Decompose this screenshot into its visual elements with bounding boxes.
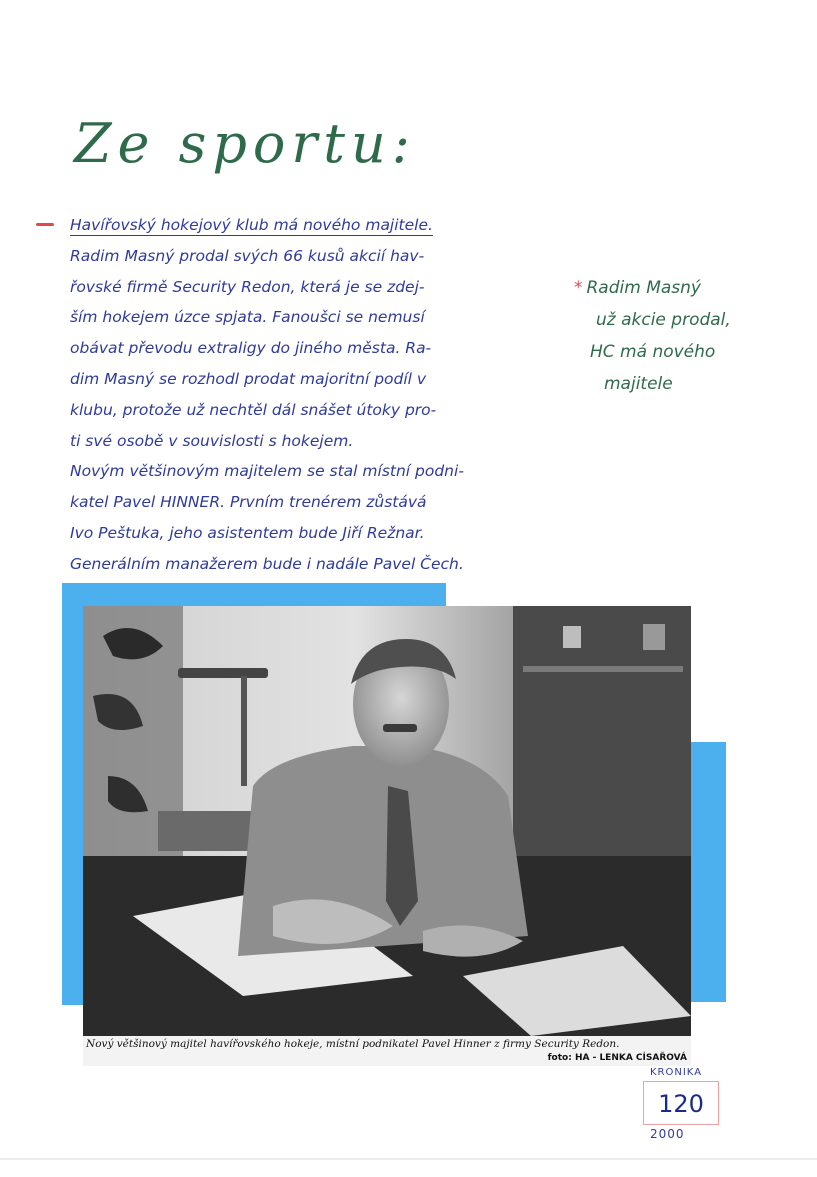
- handwritten-article: [70, 210, 570, 580]
- photo-caption: Nový většinový majitel havířovského hokeje, místní podnikatel Pavel Hinner z firmy Security Redon.: [86, 1038, 620, 1050]
- side-note-line: už akcie prodal,: [596, 310, 731, 330]
- page-number: 120: [643, 1081, 719, 1125]
- asterisk-icon: *: [574, 278, 583, 298]
- article-line: Havířovský hokejový klub má nového majitele.: [70, 216, 433, 234]
- page-edge: [0, 1158, 817, 1160]
- side-note-line: majitele: [604, 374, 673, 394]
- article-line: klubu, protože už nechtěl dál snášet útoky pro-: [70, 400, 437, 419]
- side-note-line: Radim Masný: [586, 278, 701, 298]
- article-line: Radim Masný prodal svých 66 kusů akcií hav-: [70, 246, 425, 265]
- article-line: katel Pavel HINNER. Prvním trenérem zůstává: [70, 493, 427, 512]
- article-line: ším hokejem úzce spjata. Fanoušci se nemusí: [70, 308, 425, 327]
- page-title: Ze sportu:: [74, 112, 416, 175]
- bullet-dash: [36, 223, 54, 226]
- article-line: Ivo Peštuka, jeho asistentem bude Jiří Režnar.: [70, 523, 425, 542]
- stamp-year: 2000: [650, 1127, 685, 1141]
- side-note: [574, 272, 804, 400]
- article-line: obávat převodu extraligy do jiného města. Ra-: [70, 339, 432, 358]
- article-line: Novým většinovým majitelem se stal místní podni-: [70, 462, 464, 481]
- article-line: ti své osobě v souvislosti s hokejem.: [70, 431, 354, 450]
- article-line: Generálním manažerem bude i nadále Pavel Čech.: [70, 554, 464, 573]
- stamp-label: KRONIKA: [650, 1067, 703, 1078]
- photo-credit: foto: HA - LENKA CÍSAŘOVÁ: [547, 1053, 687, 1063]
- newspaper-photo: [83, 606, 691, 1036]
- article-line: dim Masný se rozhodl prodat majoritní podíl v: [70, 369, 427, 388]
- newspaper-clipping: [83, 606, 691, 1066]
- article-line: řovské firmě Security Redon, která je se zdej-: [70, 277, 425, 296]
- side-note-line: HC má nového: [590, 342, 716, 362]
